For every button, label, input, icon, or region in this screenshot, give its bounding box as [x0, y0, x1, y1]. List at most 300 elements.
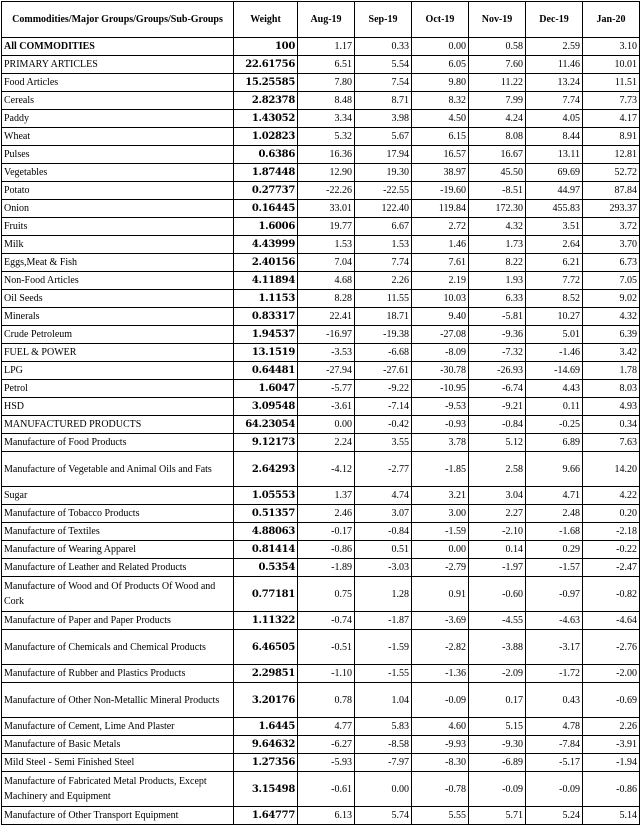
inflation-value: 4.78 — [526, 718, 583, 736]
commodity-weight: 0.6386 — [234, 146, 298, 164]
inflation-value: -0.69 — [583, 683, 640, 718]
inflation-value: -3.61 — [298, 398, 355, 416]
inflation-value: 13.24 — [526, 74, 583, 92]
column-header-month: Oct-19 — [412, 2, 469, 38]
inflation-value: 2.58 — [469, 452, 526, 487]
inflation-value: 0.58 — [469, 38, 526, 56]
inflation-value: -8.30 — [412, 754, 469, 772]
table-row — [2, 128, 640, 146]
inflation-value: -1.57 — [526, 559, 583, 577]
table-row — [2, 146, 640, 164]
commodity-name: Manufacture of Wearing Apparel — [2, 541, 234, 559]
inflation-value: -2.76 — [583, 630, 640, 665]
inflation-value: 4.68 — [298, 272, 355, 290]
inflation-value: 11.55 — [355, 290, 412, 308]
inflation-value: -1.97 — [469, 559, 526, 577]
table-row — [2, 380, 640, 398]
inflation-value: -3.17 — [526, 630, 583, 665]
inflation-value: 6.73 — [583, 254, 640, 272]
commodity-weight: 2.64293 — [234, 452, 298, 487]
table-row — [2, 807, 640, 825]
inflation-value: 122.40 — [355, 200, 412, 218]
inflation-value: 4.24 — [469, 110, 526, 128]
table-row — [2, 416, 640, 434]
commodity-name: Manufacture of Tobacco Products — [2, 505, 234, 523]
table-row — [2, 452, 640, 487]
table-row — [2, 164, 640, 182]
inflation-value: 12.81 — [583, 146, 640, 164]
commodity-weight: 3.20176 — [234, 683, 298, 718]
inflation-value: -22.26 — [298, 182, 355, 200]
inflation-value: 6.67 — [355, 218, 412, 236]
commodity-weight: 15.25585 — [234, 74, 298, 92]
table-row — [2, 254, 640, 272]
commodity-name: Milk — [2, 236, 234, 254]
inflation-value: -8.09 — [412, 344, 469, 362]
inflation-value: 14.20 — [583, 452, 640, 487]
inflation-value: 5.14 — [583, 807, 640, 825]
table-row — [2, 505, 640, 523]
commodity-name: MANUFACTURED PRODUCTS — [2, 416, 234, 434]
commodity-name: Manufacture of Chemicals and Chemical Products — [2, 630, 234, 665]
inflation-value: -0.82 — [583, 577, 640, 612]
inflation-value: 4.60 — [412, 718, 469, 736]
inflation-value: 1.28 — [355, 577, 412, 612]
inflation-value: 3.98 — [355, 110, 412, 128]
inflation-value: -1.46 — [526, 344, 583, 362]
inflation-value: -16.97 — [298, 326, 355, 344]
inflation-value: 8.48 — [298, 92, 355, 110]
inflation-value: 3.78 — [412, 434, 469, 452]
inflation-value: 3.51 — [526, 218, 583, 236]
inflation-value: 22.41 — [298, 308, 355, 326]
inflation-value: 7.99 — [469, 92, 526, 110]
inflation-value: -0.09 — [412, 683, 469, 718]
inflation-value: 8.28 — [298, 290, 355, 308]
table-row — [2, 665, 640, 683]
inflation-value: -1.94 — [583, 754, 640, 772]
inflation-value: 0.00 — [412, 541, 469, 559]
commodity-weight: 100 — [234, 38, 298, 56]
commodity-weight: 1.43052 — [234, 110, 298, 128]
commodity-name: Manufacture of Paper and Paper Products — [2, 612, 234, 630]
inflation-value: 6.13 — [298, 807, 355, 825]
inflation-value: -2.79 — [412, 559, 469, 577]
column-header-month: Dec-19 — [526, 2, 583, 38]
inflation-value: 6.39 — [583, 326, 640, 344]
table-row — [2, 344, 640, 362]
table-row — [2, 559, 640, 577]
column-header-month: Sep-19 — [355, 2, 412, 38]
inflation-value: -2.47 — [583, 559, 640, 577]
inflation-value: 5.24 — [526, 807, 583, 825]
inflation-value: 7.80 — [298, 74, 355, 92]
commodity-weight: 1.1153 — [234, 290, 298, 308]
inflation-value: -0.25 — [526, 416, 583, 434]
commodity-weight: 9.64632 — [234, 736, 298, 754]
inflation-value: -0.84 — [355, 523, 412, 541]
commodity-name: Manufacture of Food Products — [2, 434, 234, 452]
commodity-name: Manufacture of Wood and Of Products Of Wood and Cork — [2, 577, 234, 612]
commodity-name: Manufacture of Textiles — [2, 523, 234, 541]
inflation-value: 0.11 — [526, 398, 583, 416]
inflation-value: 4.05 — [526, 110, 583, 128]
commodity-name: Onion — [2, 200, 234, 218]
inflation-value: -0.42 — [355, 416, 412, 434]
inflation-value: -2.09 — [469, 665, 526, 683]
commodity-name: All COMMODITIES — [2, 38, 234, 56]
commodity-name: Pulses — [2, 146, 234, 164]
table-row — [2, 754, 640, 772]
inflation-value: 17.94 — [355, 146, 412, 164]
inflation-value: -9.36 — [469, 326, 526, 344]
commodity-weight: 6.46505 — [234, 630, 298, 665]
inflation-value: 0.29 — [526, 541, 583, 559]
inflation-value: 5.67 — [355, 128, 412, 146]
commodity-weight: 2.40156 — [234, 254, 298, 272]
inflation-value: 119.84 — [412, 200, 469, 218]
table-row — [2, 577, 640, 612]
commodity-weight: 9.12173 — [234, 434, 298, 452]
inflation-value: 2.26 — [583, 718, 640, 736]
commodity-weight: 0.51357 — [234, 505, 298, 523]
commodity-name: Sugar — [2, 487, 234, 505]
commodity-name: Petrol — [2, 380, 234, 398]
inflation-value: -1.72 — [526, 665, 583, 683]
inflation-value: -0.86 — [583, 772, 640, 807]
inflation-value: 3.34 — [298, 110, 355, 128]
column-header-month: Nov-19 — [469, 2, 526, 38]
table-row — [2, 38, 640, 56]
commodity-name: Manufacture of Cement, Lime And Plaster — [2, 718, 234, 736]
inflation-value: 8.32 — [412, 92, 469, 110]
inflation-value: -1.87 — [355, 612, 412, 630]
inflation-value: 2.24 — [298, 434, 355, 452]
table-row — [2, 308, 640, 326]
table-row — [2, 398, 640, 416]
inflation-value: 3.55 — [355, 434, 412, 452]
inflation-value: -5.17 — [526, 754, 583, 772]
commodity-name: Oil Seeds — [2, 290, 234, 308]
inflation-value: 69.69 — [526, 164, 583, 182]
inflation-value: -0.60 — [469, 577, 526, 612]
inflation-value: 33.01 — [298, 200, 355, 218]
inflation-value: 3.04 — [469, 487, 526, 505]
inflation-value: 87.84 — [583, 182, 640, 200]
inflation-value: -0.97 — [526, 577, 583, 612]
inflation-value: -6.74 — [469, 380, 526, 398]
inflation-value: 3.72 — [583, 218, 640, 236]
table-row — [2, 218, 640, 236]
inflation-value: 7.54 — [355, 74, 412, 92]
inflation-value: 4.77 — [298, 718, 355, 736]
inflation-value: 16.67 — [469, 146, 526, 164]
inflation-value: -14.69 — [526, 362, 583, 380]
inflation-value: -1.59 — [355, 630, 412, 665]
inflation-value: 4.43 — [526, 380, 583, 398]
inflation-value: -1.10 — [298, 665, 355, 683]
inflation-value: 12.90 — [298, 164, 355, 182]
inflation-value: -1.55 — [355, 665, 412, 683]
inflation-value: -1.59 — [412, 523, 469, 541]
commodity-name: Manufacture of Fabricated Metal Products, Except Machinery and Equipment — [2, 772, 234, 807]
wpi-inflation-table — [1, 1, 640, 825]
inflation-value: 4.93 — [583, 398, 640, 416]
inflation-value: 9.40 — [412, 308, 469, 326]
table-row — [2, 541, 640, 559]
commodity-weight: 1.05553 — [234, 487, 298, 505]
inflation-value: 11.51 — [583, 74, 640, 92]
commodity-name: Fruits — [2, 218, 234, 236]
table-row — [2, 272, 640, 290]
inflation-value: 7.05 — [583, 272, 640, 290]
table-row — [2, 523, 640, 541]
commodity-name: HSD — [2, 398, 234, 416]
commodity-weight: 1.6445 — [234, 718, 298, 736]
commodity-name: Vegetables — [2, 164, 234, 182]
commodity-weight: 1.6047 — [234, 380, 298, 398]
inflation-value: -0.78 — [412, 772, 469, 807]
inflation-value: 9.66 — [526, 452, 583, 487]
inflation-value: -7.32 — [469, 344, 526, 362]
commodity-name: Manufacture of Other Non-Metallic Mineral Products — [2, 683, 234, 718]
inflation-value: 4.17 — [583, 110, 640, 128]
inflation-value: 6.15 — [412, 128, 469, 146]
inflation-value: -3.69 — [412, 612, 469, 630]
table-row — [2, 683, 640, 718]
inflation-value: 4.22 — [583, 487, 640, 505]
table-row — [2, 92, 640, 110]
inflation-value: 5.83 — [355, 718, 412, 736]
table-row — [2, 74, 640, 92]
inflation-value: 6.89 — [526, 434, 583, 452]
inflation-value: -0.09 — [526, 772, 583, 807]
inflation-value: 0.91 — [412, 577, 469, 612]
inflation-value: -5.93 — [298, 754, 355, 772]
commodity-weight: 13.1519 — [234, 344, 298, 362]
inflation-value: 2.64 — [526, 236, 583, 254]
inflation-value: 2.19 — [412, 272, 469, 290]
table-row — [2, 362, 640, 380]
commodity-name: Eggs,Meat & Fish — [2, 254, 234, 272]
inflation-value: 5.54 — [355, 56, 412, 74]
inflation-value: -7.97 — [355, 754, 412, 772]
inflation-value: 1.46 — [412, 236, 469, 254]
commodity-weight: 4.11894 — [234, 272, 298, 290]
inflation-value: -8.58 — [355, 736, 412, 754]
inflation-value: -0.93 — [412, 416, 469, 434]
commodity-name: Manufacture of Other Transport Equipment — [2, 807, 234, 825]
inflation-value: 0.51 — [355, 541, 412, 559]
column-header-month: Aug-19 — [298, 2, 355, 38]
commodity-weight: 1.94537 — [234, 326, 298, 344]
inflation-value: 5.74 — [355, 807, 412, 825]
commodity-weight: 0.83317 — [234, 308, 298, 326]
inflation-value: -0.22 — [583, 541, 640, 559]
inflation-value: 0.43 — [526, 683, 583, 718]
table-row — [2, 612, 640, 630]
inflation-value: 5.15 — [469, 718, 526, 736]
commodity-name: FUEL & POWER — [2, 344, 234, 362]
inflation-value: 455.83 — [526, 200, 583, 218]
commodity-weight: 0.5354 — [234, 559, 298, 577]
commodity-weight: 64.23054 — [234, 416, 298, 434]
commodity-name: PRIMARY ARTICLES — [2, 56, 234, 74]
table-row — [2, 736, 640, 754]
commodity-weight: 0.77181 — [234, 577, 298, 612]
commodity-weight: 2.29851 — [234, 665, 298, 683]
inflation-value: 19.30 — [355, 164, 412, 182]
commodity-weight: 3.09548 — [234, 398, 298, 416]
inflation-value: 6.33 — [469, 290, 526, 308]
inflation-value: 13.11 — [526, 146, 583, 164]
inflation-value: 5.12 — [469, 434, 526, 452]
inflation-value: 38.97 — [412, 164, 469, 182]
inflation-value: 7.60 — [469, 56, 526, 74]
inflation-value: -1.85 — [412, 452, 469, 487]
inflation-value: -0.74 — [298, 612, 355, 630]
inflation-value: -3.88 — [469, 630, 526, 665]
inflation-value: 6.21 — [526, 254, 583, 272]
inflation-value: -3.91 — [583, 736, 640, 754]
inflation-value: 7.04 — [298, 254, 355, 272]
inflation-value: 6.51 — [298, 56, 355, 74]
commodity-name: Manufacture of Vegetable and Animal Oils and Fats — [2, 452, 234, 487]
commodity-name: Wheat — [2, 128, 234, 146]
inflation-value: 7.73 — [583, 92, 640, 110]
inflation-value: 3.42 — [583, 344, 640, 362]
inflation-value: 7.63 — [583, 434, 640, 452]
commodity-name: Paddy — [2, 110, 234, 128]
inflation-value: -8.51 — [469, 182, 526, 200]
column-header-commodities: Commodities/Major Groups/Groups/Sub-Groups — [2, 2, 234, 38]
inflation-value: -0.09 — [469, 772, 526, 807]
commodity-weight: 1.27356 — [234, 754, 298, 772]
commodity-name: Non-Food Articles — [2, 272, 234, 290]
inflation-value: -27.61 — [355, 362, 412, 380]
inflation-value: 8.91 — [583, 128, 640, 146]
commodity-name: Food Articles — [2, 74, 234, 92]
inflation-value: -9.93 — [412, 736, 469, 754]
inflation-value: 1.78 — [583, 362, 640, 380]
inflation-value: 8.52 — [526, 290, 583, 308]
inflation-value: -5.77 — [298, 380, 355, 398]
inflation-value: -2.10 — [469, 523, 526, 541]
inflation-value: -6.27 — [298, 736, 355, 754]
inflation-value: -3.53 — [298, 344, 355, 362]
column-header-month: Jan-20 — [583, 2, 640, 38]
inflation-value: -27.08 — [412, 326, 469, 344]
commodity-weight: 3.15498 — [234, 772, 298, 807]
inflation-value: -27.94 — [298, 362, 355, 380]
table-header — [2, 2, 640, 38]
inflation-value: 8.22 — [469, 254, 526, 272]
header-row — [2, 2, 640, 38]
inflation-value: 3.07 — [355, 505, 412, 523]
inflation-value: 0.75 — [298, 577, 355, 612]
inflation-value: 7.61 — [412, 254, 469, 272]
inflation-value: 3.10 — [583, 38, 640, 56]
inflation-value: -7.84 — [526, 736, 583, 754]
inflation-value: 0.33 — [355, 38, 412, 56]
inflation-value: 5.71 — [469, 807, 526, 825]
inflation-value: 5.32 — [298, 128, 355, 146]
inflation-value: -6.68 — [355, 344, 412, 362]
inflation-value: 5.01 — [526, 326, 583, 344]
inflation-value: 3.00 — [412, 505, 469, 523]
inflation-value: 2.26 — [355, 272, 412, 290]
commodity-weight: 1.64777 — [234, 807, 298, 825]
inflation-value: 10.01 — [583, 56, 640, 74]
inflation-value: 1.37 — [298, 487, 355, 505]
inflation-value: 3.21 — [412, 487, 469, 505]
inflation-value: 1.17 — [298, 38, 355, 56]
inflation-value: -4.12 — [298, 452, 355, 487]
inflation-value: 4.71 — [526, 487, 583, 505]
commodity-weight: 1.87448 — [234, 164, 298, 182]
inflation-value: 16.36 — [298, 146, 355, 164]
inflation-value: 4.50 — [412, 110, 469, 128]
commodity-weight: 4.88063 — [234, 523, 298, 541]
inflation-value: 18.71 — [355, 308, 412, 326]
table-row — [2, 110, 640, 128]
inflation-value: -2.82 — [412, 630, 469, 665]
table-row — [2, 182, 640, 200]
inflation-value: -9.53 — [412, 398, 469, 416]
commodity-weight: 0.27737 — [234, 182, 298, 200]
inflation-value: 0.00 — [412, 38, 469, 56]
inflation-value: 6.05 — [412, 56, 469, 74]
commodity-name: Manufacture of Basic Metals — [2, 736, 234, 754]
inflation-value: -0.84 — [469, 416, 526, 434]
commodity-weight: 0.81414 — [234, 541, 298, 559]
commodity-weight: 0.16445 — [234, 200, 298, 218]
inflation-value: 2.72 — [412, 218, 469, 236]
table-row — [2, 326, 640, 344]
table-row — [2, 487, 640, 505]
inflation-value: 2.59 — [526, 38, 583, 56]
inflation-value: 45.50 — [469, 164, 526, 182]
inflation-value: -1.89 — [298, 559, 355, 577]
table-body — [2, 38, 640, 825]
column-header-weight: Weight — [234, 2, 298, 38]
inflation-value: -30.78 — [412, 362, 469, 380]
inflation-value: 3.70 — [583, 236, 640, 254]
commodity-name: Manufacture of Leather and Related Products — [2, 559, 234, 577]
inflation-value: 8.03 — [583, 380, 640, 398]
commodity-weight: 0.64481 — [234, 362, 298, 380]
inflation-value: 5.55 — [412, 807, 469, 825]
inflation-value: -19.60 — [412, 182, 469, 200]
inflation-value: 0.00 — [298, 416, 355, 434]
inflation-value: 1.53 — [355, 236, 412, 254]
inflation-value: 44.97 — [526, 182, 583, 200]
inflation-value: 10.27 — [526, 308, 583, 326]
inflation-value: -0.17 — [298, 523, 355, 541]
inflation-value: 0.00 — [355, 772, 412, 807]
commodity-name: Potato — [2, 182, 234, 200]
inflation-value: -6.89 — [469, 754, 526, 772]
inflation-value: -2.00 — [583, 665, 640, 683]
inflation-value: 7.74 — [355, 254, 412, 272]
inflation-value: 52.72 — [583, 164, 640, 182]
commodity-weight: 2.82378 — [234, 92, 298, 110]
inflation-value: 16.57 — [412, 146, 469, 164]
inflation-value: -22.55 — [355, 182, 412, 200]
inflation-value: 7.72 — [526, 272, 583, 290]
inflation-value: 1.04 — [355, 683, 412, 718]
table-row — [2, 434, 640, 452]
